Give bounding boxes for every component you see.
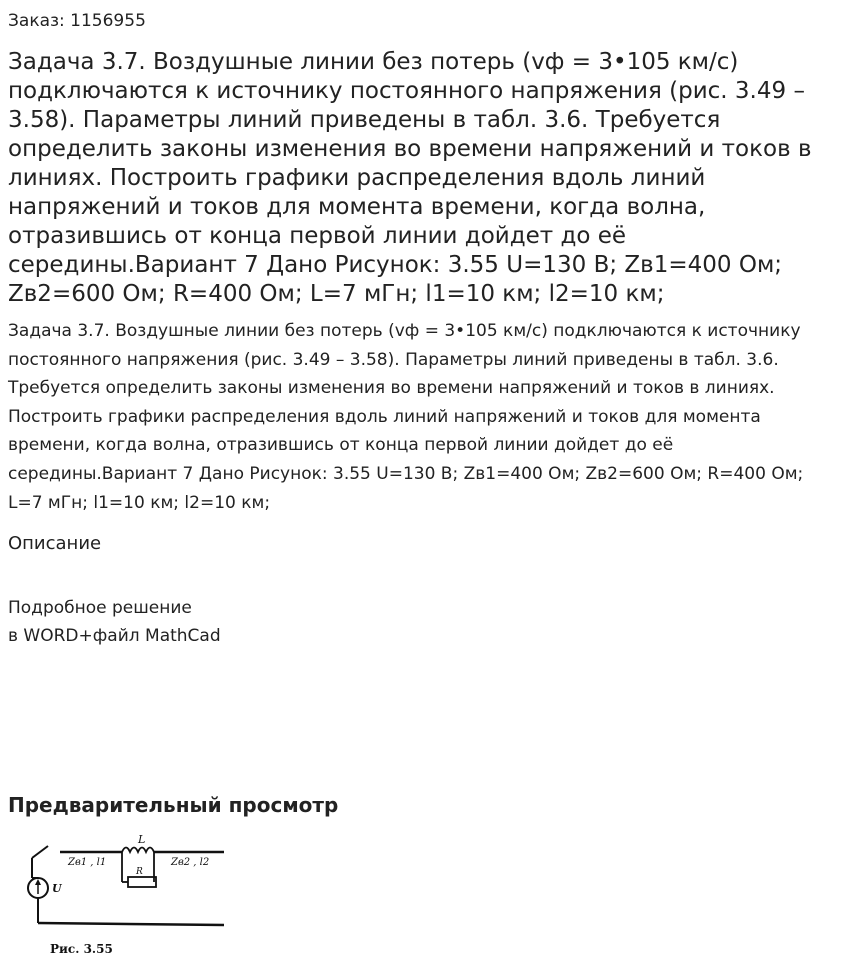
bottom-wire (38, 923, 224, 925)
inductor (122, 848, 154, 853)
solution-line-1: Подробное решение (8, 598, 192, 618)
circuit-diagram (14, 828, 234, 943)
label-source: U (52, 882, 62, 895)
description-title: Описание (8, 533, 102, 554)
switch-blade (32, 846, 48, 858)
solution-info (8, 594, 221, 650)
circuit-figure (14, 828, 234, 963)
label-resistor: R (136, 867, 143, 877)
order-number: Заказ: 1156955 (8, 11, 146, 31)
resistor (128, 877, 156, 887)
source-arrow (35, 879, 41, 885)
task-description: Задача 3.7. Воздушные линии без потерь (vф = 3•105 км/с) подключаются к источнику постоянного напряжения (рис. 3.49 – 3.58). Параметры линий приведены в табл. 3.6. Требуется определить законы изменения во времени напряжений и токов в линиях. Построить графики распределения вдоль линий напряжений и токов для момента времени, когда волна, отразившись от конца первой линии дойдет до её середины.Вариант 7 Дано Рисунок: 3.55 U=130 В; Zв1=400 Ом; Zв2=600 Ом; R=400 Ом; L=7 мГн; l1=10 км; l2=10 км; (8, 321, 804, 513)
label-line-1: Zв1 , l1 (68, 857, 107, 868)
preview-title: Предварительный просмотр (8, 793, 339, 817)
task-heading: Задача 3.7. Воздушные линии без потерь (vф = 3•105 км/с) подключаются к источнику постоянного напряжения (рис. 3.49 – 3.58). Параметры линий приведены в табл. 3.6. Требуется определить законы изменения во времени напряжений и токов в линиях. Построить графики распределения вдоль линий напряжений и токов для момента времени, когда волна, отразившись от конца первой линии дойдет до её середины.Вариант 7 Дано Рисунок: 3.55 U=130 В; Zв1=400 Ом; Zв2=600 Ом; R=400 Ом; L=7 мГн; l1=10 км; l2=10 км; (8, 49, 812, 307)
label-line-2: Zв2 , l2 (171, 857, 210, 868)
solution-line-2: в WORD+файл MathCad (8, 626, 221, 646)
figure-caption: Рис. 3.55 (50, 942, 113, 956)
label-inductor: L (138, 833, 146, 846)
